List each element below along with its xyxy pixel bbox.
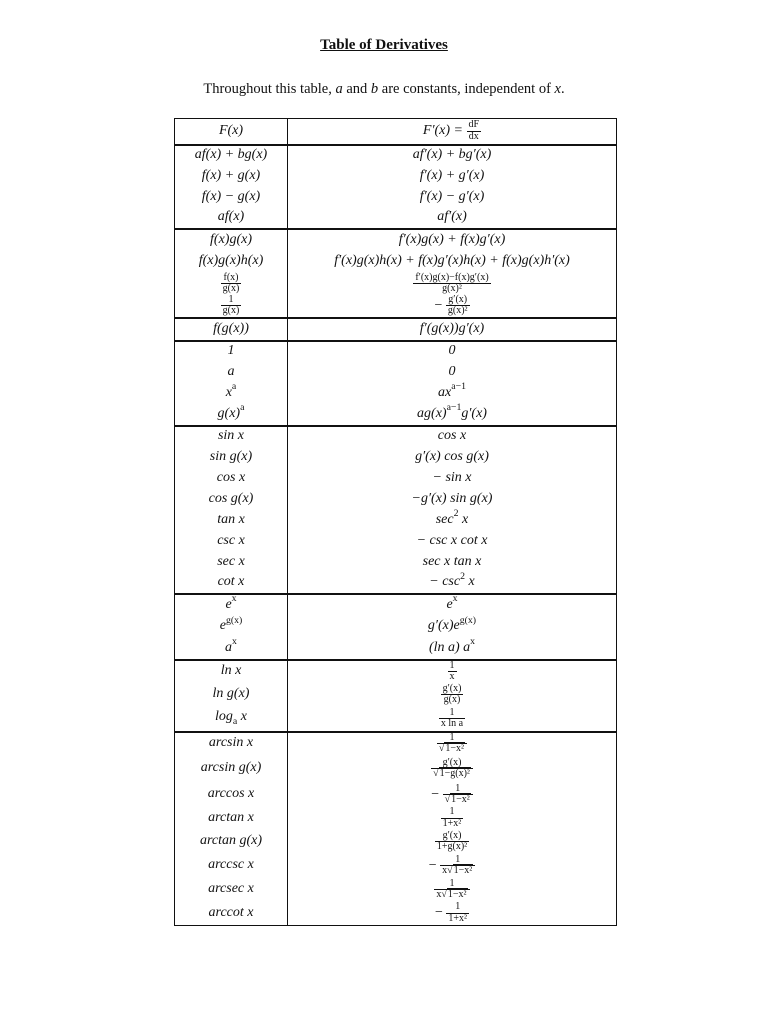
- function-expr: arcsin x: [208, 735, 254, 751]
- function-cell: [175, 830, 288, 854]
- table-row: [175, 468, 617, 489]
- function-tail: x: [237, 708, 247, 724]
- derivative-denominator: [437, 744, 467, 755]
- derivative-denominator: 1+g(x)²: [436, 841, 468, 852]
- derivative-cell: [288, 902, 617, 926]
- derivative-exponent: a−1: [446, 402, 462, 414]
- derivative-expr: 0: [448, 343, 456, 359]
- derivative-radicand: 1−g(x)²: [439, 768, 470, 779]
- derivative-cell: [288, 510, 617, 531]
- header-derivative: [288, 119, 617, 145]
- derivative-denominator: g(x)²: [442, 283, 462, 294]
- table-row: [175, 447, 617, 468]
- derivative-cell: [288, 229, 617, 251]
- derivative-cell: [288, 208, 617, 229]
- function-cell: [175, 426, 288, 447]
- function-cell: [175, 208, 288, 229]
- function-cell: [175, 854, 288, 878]
- derivative-cell: [288, 807, 617, 830]
- derivative-numerator: 1: [437, 733, 467, 745]
- function-expr: arctan x: [208, 809, 254, 825]
- derivative-base: sec: [435, 511, 454, 527]
- derivative-expr: f′(x)g(x)h(x) + f(x)g′(x)h(x) + f(x)g(x)h′(x): [334, 253, 570, 269]
- derivative-cell: [288, 273, 617, 295]
- function-expr: f(x) − g(x): [201, 188, 261, 204]
- derivative-expr: −g′(x) sin g(x): [411, 490, 493, 506]
- function-expr: f(x)g(x): [210, 231, 252, 247]
- derivative-numerator: g′(x): [431, 758, 473, 770]
- derivative-fraction: [437, 733, 467, 755]
- derivative-cell: [288, 447, 617, 468]
- derivative-numerator: g′(x): [435, 831, 469, 843]
- derivative-radicand: 1−x²: [453, 865, 473, 876]
- table-row: [175, 594, 617, 616]
- function-expr: ln x: [220, 663, 242, 679]
- table-row: [175, 616, 617, 638]
- table-row: [175, 362, 617, 383]
- derivative-base: − csc: [429, 574, 461, 590]
- function-expr: a: [227, 363, 235, 379]
- table-row: [175, 854, 617, 878]
- derivative-cell: [288, 489, 617, 510]
- function-base: e: [219, 618, 226, 634]
- function-cell: [175, 878, 288, 902]
- header-dfdx-num: dF: [468, 119, 480, 131]
- derivative-cell: [288, 145, 617, 166]
- derivative-exponent: g(x): [459, 614, 477, 626]
- function-base: a: [225, 639, 233, 655]
- table-row: [175, 552, 617, 573]
- sqrt-icon: √: [438, 743, 445, 754]
- derivative-base: ax: [438, 384, 452, 400]
- table-row: [175, 273, 617, 295]
- function-expr: cot x: [217, 574, 245, 590]
- function-cell: [175, 594, 288, 616]
- function-numerator: 1: [221, 295, 242, 307]
- function-expr: f(g(x)): [213, 320, 249, 336]
- derivative-cell: [288, 594, 617, 616]
- sqrt-icon: √: [447, 865, 453, 876]
- derivative-cell: [288, 251, 617, 273]
- function-cell: [175, 902, 288, 926]
- intro-mid1: and: [342, 81, 371, 97]
- table-row: [175, 208, 617, 229]
- function-cell: [175, 683, 288, 707]
- function-expr: sin g(x): [209, 448, 253, 464]
- function-cell: [175, 229, 288, 251]
- function-cell: [175, 755, 288, 783]
- derivative-fraction: [448, 661, 457, 683]
- derivative-radicand: 1−x²: [445, 743, 465, 754]
- derivative-fraction: [440, 855, 475, 877]
- function-expr: csc x: [217, 532, 245, 548]
- derivative-expr: f′(x)g(x) + f(x)g′(x): [398, 231, 506, 247]
- function-exponent: a: [240, 402, 245, 414]
- derivative-numerator: 1: [443, 784, 473, 796]
- intro-end: .: [560, 81, 565, 97]
- derivative-base: (ln a) a: [428, 639, 471, 655]
- function-subscript: a: [232, 715, 238, 727]
- derivative-den-prefix: x: [436, 889, 442, 900]
- derivative-numerator: 1: [449, 659, 455, 671]
- function-base: log: [215, 708, 233, 724]
- function-cell: [175, 295, 288, 318]
- function-expr: ln g(x): [212, 686, 250, 702]
- table-row: [175, 783, 617, 807]
- derivative-fraction: [413, 273, 490, 295]
- function-denominator: g(x): [222, 305, 240, 316]
- function-expr: 1: [227, 343, 235, 359]
- derivative-radicand: 1−x²: [447, 889, 467, 900]
- table-row: [175, 187, 617, 208]
- derivative-expr: − sin x: [432, 469, 472, 485]
- function-cell: [175, 616, 288, 638]
- function-base: x: [225, 384, 232, 400]
- table-row: [175, 251, 617, 273]
- table-row: [175, 404, 617, 426]
- header-dfdx-fraction: [467, 120, 482, 142]
- derivatives-table: [174, 118, 617, 926]
- table-row: [175, 229, 617, 251]
- function-exponent: x: [232, 636, 237, 648]
- function-cell: [175, 273, 288, 295]
- derivative-cell: [288, 468, 617, 489]
- derivative-numerator: g′(x): [442, 682, 462, 694]
- derivative-cell: [288, 830, 617, 854]
- derivative-denominator: [443, 795, 473, 806]
- derivative-denominator: [431, 769, 473, 780]
- table-row: [175, 426, 617, 447]
- derivative-expr: af′(x): [437, 209, 467, 225]
- header-function-label: F(x): [218, 122, 244, 138]
- intro-mid2: are constants, independent of: [378, 81, 555, 97]
- derivative-numerator: 1: [441, 807, 464, 819]
- derivative-fraction: [443, 784, 473, 806]
- derivative-denominator: x ln a: [440, 718, 464, 729]
- derivative-sign: −: [431, 786, 440, 802]
- function-cell: [175, 732, 288, 755]
- derivative-denominator: g(x): [443, 694, 461, 705]
- derivative-fraction: [434, 879, 469, 901]
- derivative-cell: [288, 732, 617, 755]
- function-cell: [175, 404, 288, 426]
- derivative-sign: −: [434, 905, 443, 921]
- table-row: [175, 489, 617, 510]
- derivative-expr: − csc x cot x: [416, 532, 488, 548]
- intro-a: a: [335, 81, 343, 97]
- sqrt-icon: √: [444, 794, 451, 805]
- derivative-denominator: [434, 890, 469, 901]
- function-cell: [175, 383, 288, 404]
- function-expr: cos g(x): [208, 490, 254, 506]
- function-numerator: f(x): [221, 273, 242, 285]
- function-cell: [175, 638, 288, 660]
- derivative-base: e: [446, 596, 453, 612]
- derivative-numerator: 1: [434, 879, 469, 891]
- derivative-tail: x: [458, 511, 469, 527]
- derivative-denominator: g(x)²: [447, 305, 468, 316]
- derivative-den-prefix: x: [442, 865, 448, 876]
- function-exponent: x: [231, 593, 237, 605]
- derivative-fraction: [441, 807, 464, 829]
- derivative-expr: f′(x) + g′(x): [419, 167, 485, 183]
- table-row: [175, 510, 617, 531]
- derivative-cell: [288, 404, 617, 426]
- derivative-exponent: 2: [453, 508, 459, 520]
- table-row: [175, 707, 617, 732]
- function-expr: arccsc x: [208, 857, 254, 873]
- function-exponent: g(x): [225, 614, 243, 626]
- function-fraction: [221, 295, 242, 317]
- derivative-cell: [288, 187, 617, 208]
- derivative-cell: [288, 783, 617, 807]
- table-row: [175, 660, 617, 683]
- derivative-exponent: 2: [460, 570, 465, 582]
- function-denominator: g(x): [222, 283, 240, 294]
- derivative-cell: [288, 318, 617, 341]
- table-row: [175, 318, 617, 341]
- header-dfdx-den: dx: [468, 130, 479, 142]
- derivative-cell: [288, 166, 617, 187]
- sqrt-icon: √: [441, 889, 447, 900]
- derivative-tail: g′(x): [461, 405, 487, 421]
- derivative-expr: g′(x) cos g(x): [415, 448, 489, 464]
- table-body: [175, 119, 617, 926]
- intro-b: b: [370, 81, 379, 97]
- function-expr: af(x): [217, 209, 245, 225]
- table-row: [175, 902, 617, 926]
- derivative-exponent: a−1: [451, 381, 466, 393]
- table-row: [175, 878, 617, 902]
- function-exponent: a: [231, 381, 237, 393]
- table-row: [175, 807, 617, 830]
- function-expr: af(x) + bg(x): [194, 147, 268, 163]
- table-row: [175, 531, 617, 552]
- function-cell: [175, 362, 288, 383]
- function-expr: sin x: [217, 428, 245, 444]
- function-cell: [175, 251, 288, 273]
- function-cell: [175, 573, 288, 594]
- derivative-base: ag(x): [417, 405, 447, 421]
- derivative-denominator: x: [449, 671, 455, 682]
- derivative-numerator: f′(x)g(x)−f(x)g′(x): [415, 271, 489, 283]
- table-row: [175, 638, 617, 660]
- table-row: [175, 145, 617, 166]
- derivative-numerator: 1: [439, 708, 465, 720]
- function-cell: [175, 145, 288, 166]
- function-expr: f(x) + g(x): [201, 167, 261, 183]
- derivative-fraction: [431, 758, 473, 780]
- function-cell: [175, 552, 288, 573]
- table-header-row: [175, 119, 617, 145]
- function-expr: cos x: [216, 469, 246, 485]
- derivative-cell: [288, 362, 617, 383]
- derivative-numerator: 1: [440, 855, 475, 867]
- table-row: [175, 573, 617, 594]
- function-expr: f(x)g(x)h(x): [198, 253, 264, 269]
- derivative-expr: f′(x) − g′(x): [419, 188, 485, 204]
- derivative-cell: [288, 616, 617, 638]
- function-expr: arccot x: [208, 904, 254, 920]
- sqrt-icon: √: [433, 768, 439, 779]
- derivative-cell: [288, 854, 617, 878]
- intro-pre: Throughout this table,: [203, 81, 336, 97]
- derivative-denominator: 1+x²: [448, 912, 468, 924]
- table-row: [175, 683, 617, 707]
- derivative-expr: sec x tan x: [422, 553, 482, 569]
- function-cell: [175, 447, 288, 468]
- derivative-sign: −: [428, 857, 437, 873]
- function-cell: [175, 489, 288, 510]
- function-cell: [175, 468, 288, 489]
- derivative-cell: [288, 295, 617, 318]
- derivative-expr: f′(g(x))g′(x): [419, 320, 485, 336]
- header-function: [175, 119, 288, 145]
- derivative-exponent: x: [452, 593, 458, 605]
- intro-text: [0, 81, 768, 98]
- derivative-expr: 0: [448, 363, 456, 379]
- derivative-cell: [288, 878, 617, 902]
- function-cell: [175, 531, 288, 552]
- derivative-cell: [288, 707, 617, 732]
- page-title: Table of Derivatives: [320, 37, 448, 53]
- table-row: [175, 755, 617, 783]
- derivative-radicand: 1−x²: [451, 794, 470, 805]
- derivative-cell: [288, 383, 617, 404]
- function-cell: [175, 807, 288, 830]
- derivative-sign: −: [434, 297, 443, 313]
- derivative-cell: [288, 552, 617, 573]
- derivative-fraction: [439, 708, 465, 730]
- table-row: [175, 166, 617, 187]
- derivative-cell: [288, 570, 617, 594]
- function-cell: [175, 510, 288, 531]
- function-expr: arcsin g(x): [200, 760, 262, 776]
- function-cell: [175, 166, 288, 187]
- derivative-cell: [288, 341, 617, 362]
- table-row: [175, 830, 617, 854]
- function-cell: [175, 783, 288, 807]
- derivative-fraction: [435, 831, 469, 853]
- function-base: g(x): [217, 405, 241, 421]
- function-expr: sec x: [217, 553, 245, 569]
- derivative-expr: af′(x) + bg′(x): [412, 147, 492, 163]
- table-row: [175, 383, 617, 404]
- function-expr: tan x: [217, 511, 245, 527]
- derivative-numerator: 1: [446, 902, 469, 914]
- function-fraction: [221, 273, 242, 295]
- function-base: e: [225, 596, 232, 612]
- derivative-cell: [288, 426, 617, 447]
- derivative-cell: [288, 531, 617, 552]
- table-row: [175, 295, 617, 318]
- function-cell: [175, 707, 288, 732]
- derivative-denominator: 1+x²: [442, 817, 462, 829]
- table-row: [175, 341, 617, 362]
- function-cell: [175, 660, 288, 683]
- function-expr: arccos x: [207, 786, 255, 802]
- intro-x: x: [554, 81, 561, 97]
- function-cell: [175, 341, 288, 362]
- header-derivative-label: F′(x) =: [422, 123, 464, 139]
- derivative-fraction: [441, 684, 464, 706]
- table-row: [175, 732, 617, 755]
- derivative-cell: [288, 660, 617, 683]
- derivative-cell: [288, 755, 617, 783]
- derivative-tail: x: [465, 574, 475, 590]
- function-expr: arcsec x: [208, 881, 254, 897]
- derivative-cell: [288, 638, 617, 660]
- derivative-denominator: [440, 866, 475, 877]
- derivative-fraction: [446, 902, 469, 924]
- derivative-numerator: g′(x): [446, 295, 470, 307]
- derivative-fraction: [446, 295, 470, 317]
- derivative-expr: cos x: [437, 428, 467, 444]
- function-cell: [175, 318, 288, 341]
- derivative-cell: [288, 683, 617, 707]
- derivative-base: g′(x)e: [427, 618, 460, 634]
- derivative-exponent: x: [470, 636, 476, 648]
- function-cell: [175, 187, 288, 208]
- function-expr: arctan g(x): [199, 833, 263, 849]
